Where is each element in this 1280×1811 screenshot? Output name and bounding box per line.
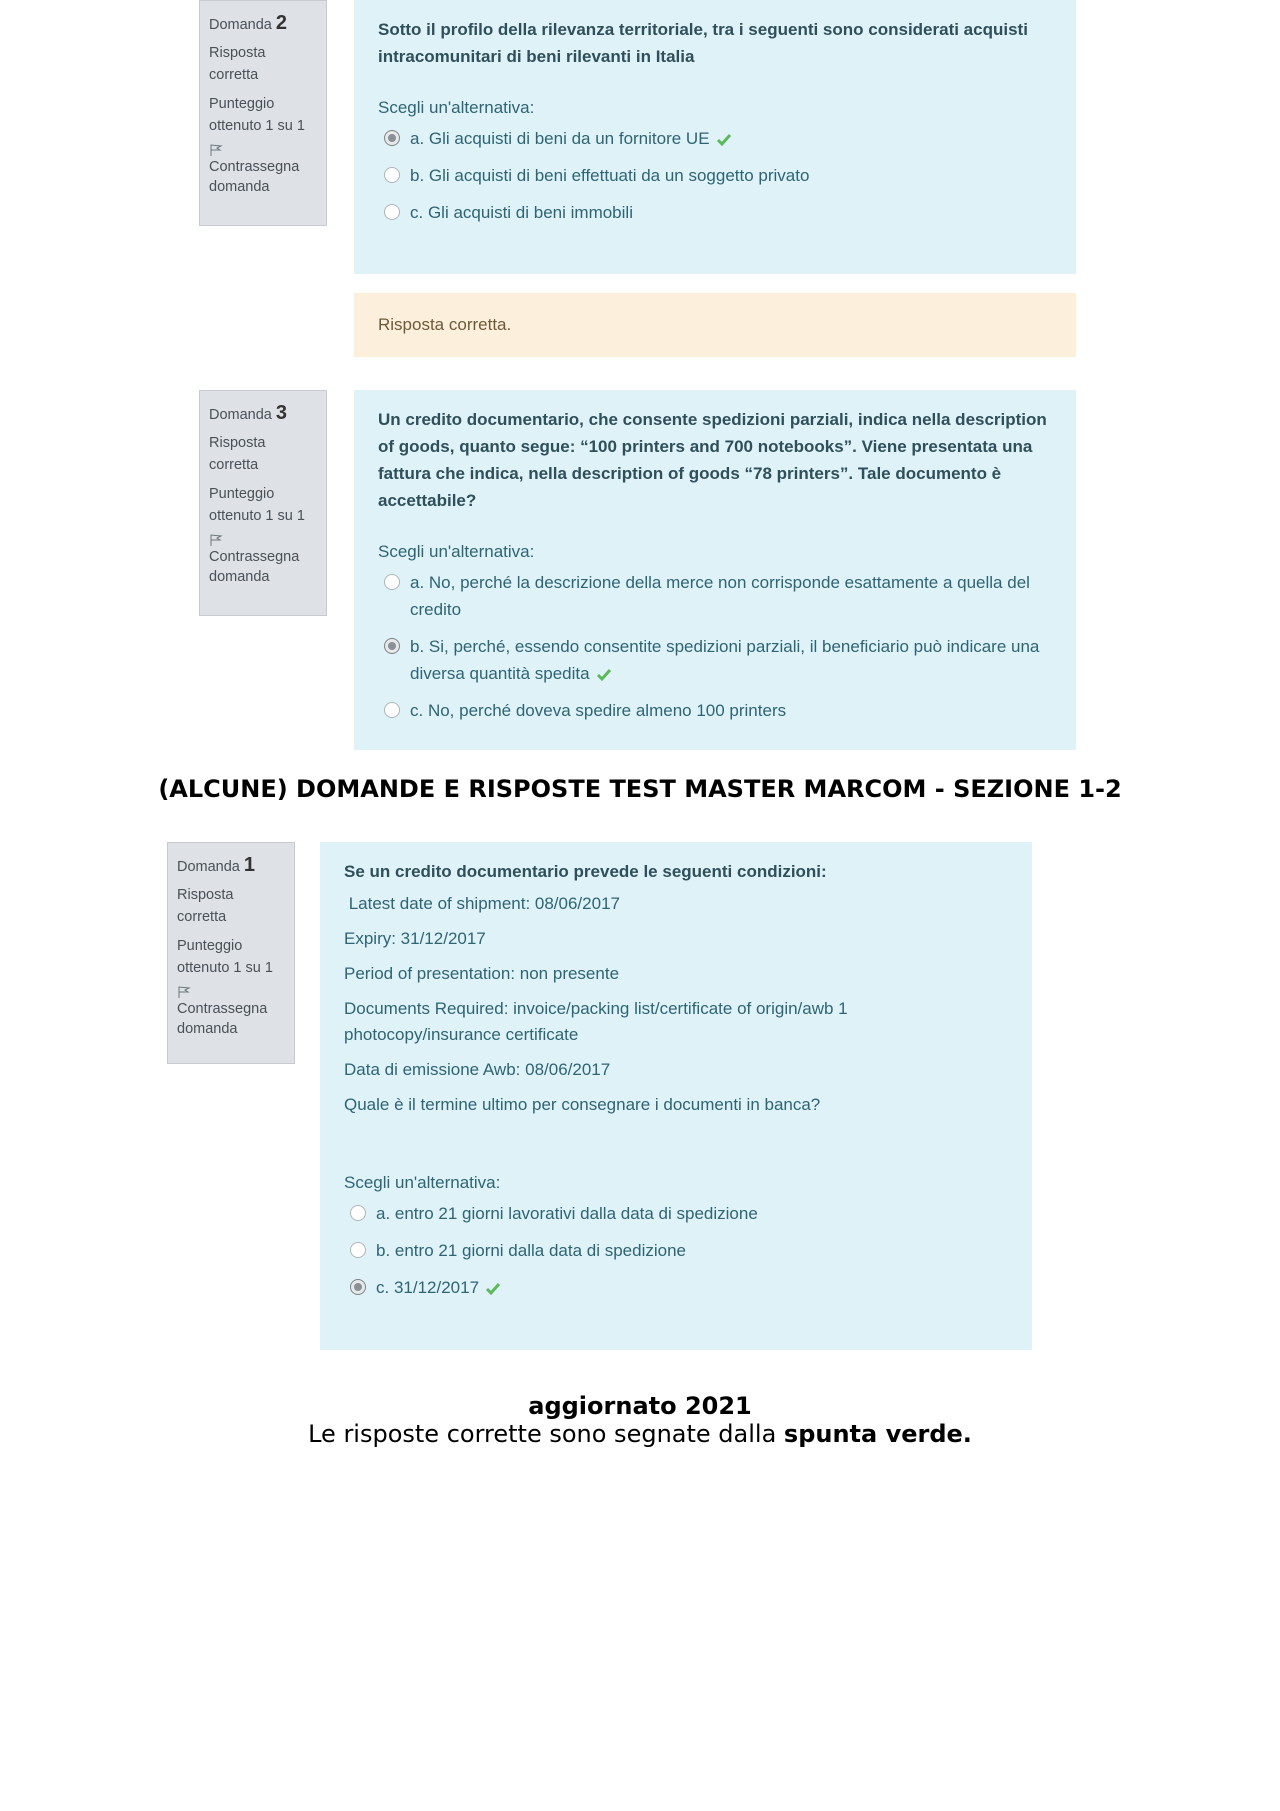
- radio-button[interactable]: [350, 1279, 366, 1295]
- question-grade: Punteggio ottenuto 1 su 1: [209, 96, 305, 134]
- question-1-info: [167, 842, 295, 1064]
- radio-button[interactable]: [384, 702, 400, 718]
- answer-prompt: Scegli un'alternativa:: [378, 98, 535, 117]
- answer-option-b[interactable]: b. Gli acquisti di beni effettuati da un soggetto privato: [378, 162, 1052, 189]
- flag-icon: [209, 533, 223, 547]
- question-state: Risposta corretta: [209, 435, 266, 473]
- flag-question-link[interactable]: Contrassegna domanda: [209, 533, 317, 587]
- answer-option-c[interactable]: c. No, perché doveva spedire almeno 100 printers: [378, 697, 1052, 724]
- radio-button[interactable]: [384, 574, 400, 590]
- answer-prompt: Scegli un'alternativa:: [378, 542, 535, 561]
- question-1-formulation: [320, 842, 1032, 1350]
- footer-note: [0, 1392, 1280, 1448]
- answer-option-a[interactable]: a. entro 21 giorni lavorativi dalla data di spedizione: [344, 1200, 1008, 1227]
- answer-options: [378, 125, 1052, 226]
- answer-option-b[interactable]: b. entro 21 giorni dalla data di spedizione: [344, 1237, 1008, 1264]
- condition-expiry: Expiry: 31/12/2017: [344, 929, 486, 948]
- check-icon: [716, 133, 732, 147]
- radio-button[interactable]: [350, 1242, 366, 1258]
- question-state: Risposta corretta: [177, 887, 234, 925]
- radio-button[interactable]: [384, 638, 400, 654]
- question-number: Domanda 1: [177, 854, 256, 876]
- answer-options: [344, 1200, 1008, 1301]
- answer-option-c[interactable]: c. Gli acquisti di beni immobili: [378, 199, 1052, 226]
- condition-shipment-date: Latest date of shipment: 08/06/2017: [344, 894, 620, 913]
- question-grade: Punteggio ottenuto 1 su 1: [209, 486, 305, 524]
- legend-note: Le risposte corrette sono segnate dalla spunta verde.: [308, 1420, 972, 1448]
- answer-options: [378, 569, 1052, 724]
- question-state: Risposta corretta: [209, 45, 266, 83]
- question-text: Sotto il profilo della rilevanza territoriale, tra i seguenti sono considerati acquisti intracomunitari di beni rilevanti in Italia: [378, 20, 1028, 66]
- radio-button[interactable]: [350, 1205, 366, 1221]
- question-grade: Punteggio ottenuto 1 su 1: [177, 938, 273, 976]
- question-asked: Quale è il termine ultimo per consegnare i documenti in banca?: [344, 1095, 821, 1114]
- answer-option-a[interactable]: a. Gli acquisti di beni da un fornitore UE: [378, 125, 1052, 152]
- radio-button[interactable]: [384, 130, 400, 146]
- question-2-info: [199, 0, 327, 226]
- question-text: Se un credito documentario prevede le seguenti condizioni:: [344, 862, 827, 881]
- updated-label: aggiornato 2021: [528, 1392, 752, 1420]
- check-icon: [485, 1282, 501, 1296]
- question-number: Domanda 3: [209, 402, 288, 424]
- flag-icon: [177, 985, 191, 999]
- answer-prompt: Scegli un'alternativa:: [344, 1173, 501, 1192]
- question-3-formulation: [354, 390, 1076, 750]
- radio-button[interactable]: [384, 204, 400, 220]
- condition-presentation-period: Period of presentation: non presente: [344, 964, 620, 983]
- answer-option-c[interactable]: c. 31/12/2017: [344, 1274, 1008, 1301]
- question-2-feedback: Risposta corretta.: [354, 293, 1076, 357]
- flag-question-link[interactable]: Contrassegna domanda: [177, 985, 285, 1039]
- answer-option-b[interactable]: b. Si, perché, essendo consentite spedizioni parziali, il beneficiario può indicare una diversa quantità spedita: [378, 633, 1052, 687]
- question-3-info: [199, 390, 327, 616]
- condition-awb-date: Data di emissione Awb: 08/06/2017: [344, 1060, 611, 1079]
- flag-question-link[interactable]: Contrassegna domanda: [209, 143, 317, 197]
- flag-icon: [209, 143, 223, 157]
- question-text: Un credito documentario, che consente spedizioni parziali, indica nella description of goods, quanto segue: “100 printers and 700 notebooks”. Viene presentata una fattura che indica, nella description of goods “78 printers”. Tale documento è accettabile?: [378, 410, 1047, 510]
- question-number: Domanda 2: [209, 12, 288, 34]
- answer-option-a[interactable]: a. No, perché la descrizione della merce non corrisponde esattamente a quella del credito: [378, 569, 1052, 623]
- question-2-formulation: [354, 0, 1076, 274]
- check-icon: [596, 668, 612, 682]
- document-title: (ALCUNE) DOMANDE E RISPOSTE TEST MASTER MARCOM - SEZIONE 1-2: [158, 775, 1122, 803]
- radio-button[interactable]: [384, 167, 400, 183]
- condition-documents-required: Documents Required: invoice/packing list/certificate of origin/awb 1 photocopy/insurance certificate: [344, 999, 848, 1044]
